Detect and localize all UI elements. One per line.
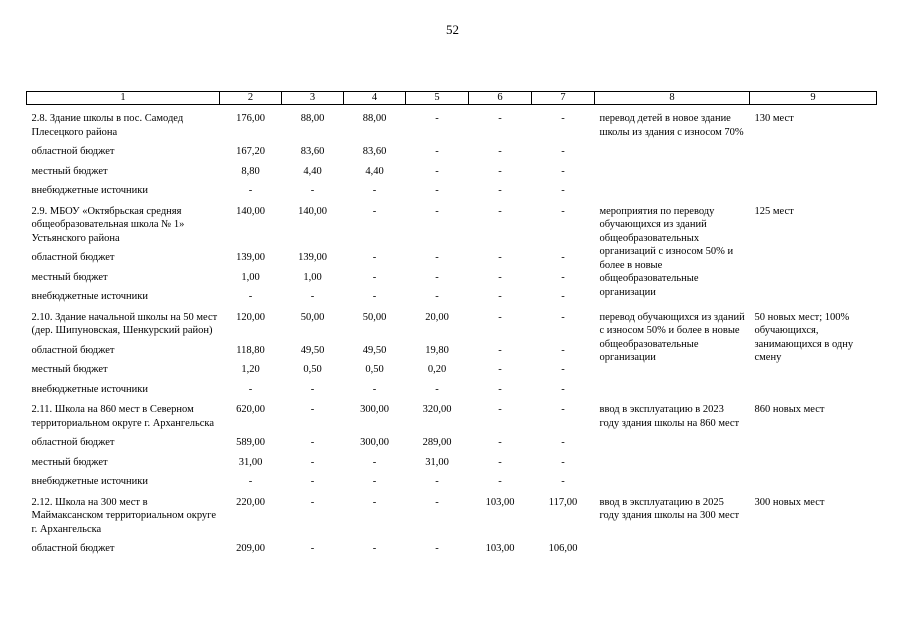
target-indicator: 860 новых мест — [754, 404, 825, 415]
funding-value-cell: 83,60 — [300, 146, 325, 157]
funding-value-cell: - — [498, 185, 502, 196]
column-header-2: 2 — [220, 92, 282, 105]
funding-value-cell: 1,00 — [241, 271, 260, 283]
funding-value-cell: - — [498, 291, 502, 302]
section-total-cell: 50,00 — [300, 311, 325, 323]
funding-value-cell: - — [372, 476, 377, 487]
section-total-cell: - — [372, 496, 377, 508]
funding-value-cell: 4,40 — [303, 165, 322, 177]
section-total-cell: - — [310, 404, 315, 415]
funding-source-label: местный бюджет — [31, 271, 108, 283]
expected-result: мероприятия по переводу обучающихся из зданий общеобразовательных организаций с износом 50% и более в новые общеобразовательные организации — [599, 205, 734, 298]
section-total-cell: - — [498, 311, 502, 323]
funding-value-cell: 1,20 — [241, 364, 260, 375]
funding-source-label: областной бюджет — [31, 344, 115, 356]
funding-value-cell: - — [435, 165, 439, 177]
funding-value-cell: - — [310, 291, 315, 302]
section-total-cell: - — [372, 205, 377, 217]
funding-value-cell: 31,00 — [238, 456, 263, 468]
funding-value-cell: - — [561, 364, 565, 375]
section-total-cell: - — [498, 205, 502, 217]
target-indicator: 130 мест — [754, 113, 794, 124]
expected-result: ввод в эксплуатацию в 2025 году здания школы на 300 мест — [599, 496, 740, 521]
section-total-cell: - — [435, 496, 439, 508]
funding-value-cell: - — [310, 476, 315, 487]
funding-source-label: местный бюджет — [31, 364, 108, 375]
funding-value-cell: - — [498, 437, 502, 448]
section-total-cell: 103,00 — [485, 496, 515, 508]
funding-value-cell: - — [561, 271, 565, 283]
funding-value-cell: - — [435, 543, 439, 554]
column-header-8: 8 — [595, 92, 750, 105]
section-row — [27, 304, 877, 338]
target-indicator: 125 мест — [754, 205, 794, 217]
section-total-cell: 140,00 — [236, 205, 265, 217]
section-total-cell: 320,00 — [422, 404, 452, 415]
column-header-3: 3 — [282, 92, 344, 105]
section-total-cell: - — [561, 113, 565, 124]
funding-source-label: местный бюджет — [31, 165, 108, 177]
funding-value-cell: - — [372, 456, 377, 468]
funding-value-cell: - — [561, 476, 565, 487]
funding-value-cell: - — [561, 165, 565, 177]
funding-value-cell: - — [435, 271, 439, 283]
section-row — [27, 489, 877, 537]
funding-value-cell: - — [310, 543, 315, 554]
header-row — [27, 92, 877, 105]
funding-value-cell: 8,80 — [241, 165, 260, 177]
funding-value-cell: 19,80 — [425, 344, 449, 356]
section-total-cell: 50,00 — [362, 311, 387, 323]
expected-result: ввод в эксплуатацию в 2023 году здания школы на 860 мест — [599, 404, 740, 429]
funding-value-cell: 167,20 — [236, 146, 265, 157]
section-title: 2.9. МБОУ «Октябрьская средняя общеобразовательная школа № 1» Устьянского района — [31, 205, 185, 244]
funding-value-cell: - — [248, 383, 253, 395]
funding-value-cell: - — [435, 383, 439, 395]
funding-value-cell: - — [561, 383, 565, 395]
funding-value-cell: - — [498, 146, 502, 157]
funding-value-cell: 139,00 — [298, 252, 327, 263]
section-total-cell: 117,00 — [548, 496, 578, 508]
column-header-7: 7 — [532, 92, 595, 105]
section-row — [27, 105, 877, 140]
funding-value-cell: 4,40 — [365, 165, 384, 177]
funding-value-cell: 103,00 — [485, 543, 515, 554]
funding-source-label: областной бюджет — [31, 543, 115, 554]
funding-value-cell: - — [498, 456, 502, 468]
funding-value-cell: - — [435, 476, 439, 487]
section-total-cell: 88,00 — [300, 113, 325, 124]
funding-value-cell: - — [310, 437, 315, 448]
funding-value-cell: 0,50 — [303, 364, 322, 375]
funding-value-cell: - — [498, 344, 502, 356]
funding-value-cell: - — [310, 456, 315, 468]
funding-value-cell: 49,50 — [362, 344, 387, 356]
funding-value-cell: - — [310, 185, 315, 196]
funding-value-cell: 106,00 — [548, 543, 578, 554]
funding-value-cell: - — [498, 476, 502, 487]
column-header-6: 6 — [469, 92, 532, 105]
column-header-5: 5 — [406, 92, 469, 105]
column-header-9: 9 — [750, 92, 877, 105]
funding-value-cell: - — [248, 185, 253, 196]
section-total-cell: 120,00 — [236, 311, 265, 323]
funding-value-cell: - — [435, 291, 439, 302]
funding-value-cell: - — [310, 383, 315, 395]
section-total-cell: 220,00 — [236, 496, 265, 508]
section-total-cell: 620,00 — [236, 404, 265, 415]
funding-source-label: областной бюджет — [31, 252, 115, 263]
funding-value-cell: - — [435, 146, 439, 157]
funding-value-cell: - — [372, 185, 377, 196]
section-total-cell: - — [561, 311, 565, 323]
funding-value-cell: 1,00 — [303, 271, 322, 283]
funding-value-cell: 49,50 — [300, 344, 325, 356]
funding-value-cell: 31,00 — [425, 456, 449, 468]
funding-value-cell: - — [561, 437, 565, 448]
funding-value-cell: - — [372, 543, 377, 554]
table-header — [27, 92, 877, 105]
funding-source-label: внебюджетные источники — [31, 291, 149, 302]
funding-value-cell: - — [498, 364, 502, 375]
section-total-cell: 88,00 — [362, 113, 387, 124]
funding-source-label: внебюджетные источники — [31, 383, 149, 395]
funding-value-cell: 118,80 — [236, 344, 265, 356]
section-row — [27, 396, 877, 430]
section-title: 2.10. Здание начальной школы на 50 мест (дер. Шипуновская, Шенкурский район) — [31, 311, 218, 336]
funding-value-cell: - — [498, 165, 502, 177]
section-title: 2.12. Школа на 300 мест в Маймаксанском территориальном округе г. Архангельска — [31, 496, 217, 535]
section-total-cell: - — [561, 404, 565, 415]
funding-source-label: внебюджетные источники — [31, 185, 149, 196]
section-total-cell: 140,00 — [298, 205, 327, 217]
target-indicator: 300 новых мест — [754, 496, 825, 508]
funding-value-cell: - — [248, 476, 253, 487]
funding-value-cell: - — [561, 456, 565, 468]
funding-value-cell: - — [498, 383, 502, 395]
funding-value-cell: - — [372, 383, 377, 395]
funding-value-cell: - — [435, 252, 439, 263]
section-total-cell: - — [435, 205, 439, 217]
funding-value-cell: 300,00 — [360, 437, 389, 448]
section-total-cell: 20,00 — [425, 311, 449, 323]
funding-value-cell: - — [248, 291, 253, 302]
funding-value-cell: - — [498, 271, 502, 283]
column-header-1: 1 — [27, 92, 220, 105]
funding-value-cell: - — [372, 291, 377, 302]
funding-source-label: областной бюджет — [31, 146, 115, 157]
funding-source-label: местный бюджет — [31, 456, 108, 468]
target-indicator: 50 новых мест; 100% обучающихся, занимающихся в одну смену — [754, 311, 854, 363]
funding-source-label: внебюджетные источники — [31, 476, 149, 487]
funding-value-cell: - — [561, 291, 565, 302]
table-body — [27, 105, 877, 556]
funding-value-cell: 0,50 — [365, 364, 384, 375]
funding-value-cell: - — [372, 252, 377, 263]
section-total-cell: - — [498, 404, 502, 415]
page-number: 52 — [446, 22, 459, 37]
funding-value-cell: 83,60 — [362, 146, 387, 157]
section-total-cell: - — [310, 496, 315, 508]
funding-value-cell: 209,00 — [236, 543, 265, 554]
section-row — [27, 198, 877, 246]
funding-value-cell: - — [561, 344, 565, 356]
funding-value-cell: 289,00 — [422, 437, 452, 448]
expected-result: перевод детей в новое здание школы из здания с износом 70% — [599, 113, 744, 138]
funding-value-cell: 139,00 — [236, 252, 265, 263]
budget-table — [26, 91, 877, 556]
funding-value-cell: - — [561, 146, 565, 157]
section-total-cell: - — [435, 113, 439, 124]
funding-source-label: областной бюджет — [31, 437, 115, 448]
section-total-cell: - — [498, 113, 502, 124]
section-title: 2.11. Школа на 860 мест в Северном территориальном округе г. Архангельска — [31, 404, 215, 429]
section-total-cell: - — [561, 205, 565, 217]
expected-result: перевод обучающихся из зданий с износом 50% и более в новые общеобразовательные организации — [599, 311, 745, 363]
funding-value-cell: 0,20 — [427, 364, 447, 375]
funding-value-cell: - — [498, 252, 502, 263]
funding-value-cell: - — [372, 271, 377, 283]
funding-value-cell: - — [561, 185, 565, 196]
funding-value-cell: - — [435, 185, 439, 196]
section-total-cell: 176,00 — [236, 113, 265, 124]
funding-value-cell: - — [561, 252, 565, 263]
section-total-cell: 300,00 — [360, 404, 389, 415]
column-header-4: 4 — [344, 92, 406, 105]
section-title: 2.8. Здание школы в пос. Самодед Плесецкого района — [31, 113, 184, 138]
funding-value-cell: 589,00 — [236, 437, 265, 448]
